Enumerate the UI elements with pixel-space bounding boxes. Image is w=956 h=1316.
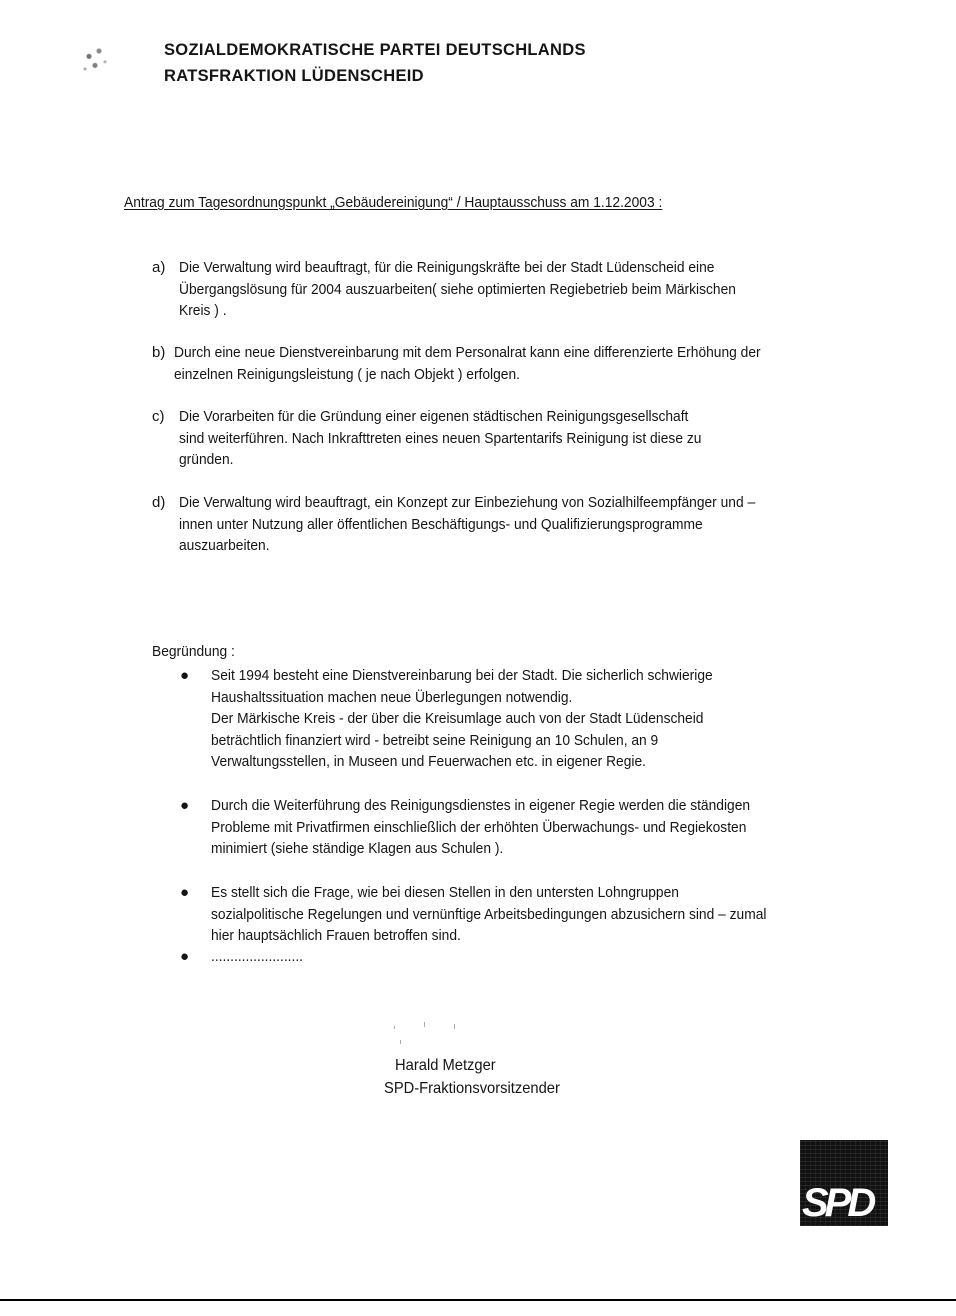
text-line: Es stellt sich die Frage, wie bei diesen Stellen in den untersten Lohngruppen [211, 884, 679, 901]
text-line: Die Verwaltung wird beauftragt, für die Reinigungskräfte bei der Stadt Lüdenscheid eine [179, 259, 715, 276]
subject-line: Antrag zum Tagesordnungspunkt „Gebäudereinigung“ / Hauptausschuss am 1.12.2003 : [124, 194, 663, 211]
signatory-name: Harald Metzger [395, 1057, 496, 1074]
text-line: Die Vorarbeiten für die Gründung einer eigenen städtischen Reinigungsgesellschaft [179, 408, 689, 425]
text-line: Durch die Weiterführung des Reinigungsdienstes in eigener Regie werden die ständigen [211, 797, 751, 814]
letterhead [164, 37, 586, 89]
item-label: d) [152, 494, 166, 511]
justification-bullet [180, 882, 880, 947]
scan-noise-mark [77, 42, 117, 78]
text-line: Kreis ) . [179, 302, 227, 319]
spd-logo-icon [796, 1140, 892, 1236]
item-text [174, 342, 836, 385]
item-label: c) [152, 408, 165, 425]
scan-bottom-edge [0, 1299, 956, 1301]
signature-block [384, 1054, 560, 1100]
bullet-text [211, 665, 837, 773]
text-line: einzelnen Reinigungsleistung ( je nach Objekt ) erfolgen. [174, 365, 520, 383]
bullet-dot-icon: ● [180, 948, 190, 965]
text-line: Haushaltssituation machen neue Überlegungen notwendig. [211, 688, 573, 706]
text-line: gründen. [179, 451, 234, 468]
letterhead-party: SOZIALDEMOKRATISCHE PARTEI DEUTSCHLANDS [164, 41, 586, 59]
text-line: Durch eine neue Dienstvereinbarung mit dem Personalrat kann eine differenzierte Erhöhung der [174, 344, 761, 361]
bullet-dot-icon: ● [180, 667, 190, 684]
text-line: hier hauptsächlich Frauen betroffen sind. [211, 927, 461, 944]
bullet-text [211, 795, 837, 860]
text-line: Verwaltungsstellen, in Museen und Feuerwachen etc. in eigener Regie. [211, 753, 646, 770]
text-line: Der Märkische Kreis - der über die Kreisumlage auch von der Stadt Lüdenscheid [211, 710, 704, 727]
text-line: Übergangslösung für 2004 auszuarbeiten( siehe optimierten Regiebetrieb beim Märkischen [179, 280, 736, 298]
text-line: minimiert (siehe ständige Klagen aus Schulen ). [211, 840, 504, 857]
text-line: Seit 1994 besteht eine Dienstvereinbarung bei der Stadt. Die sicherlich schwierige [211, 667, 713, 684]
bullet-text [211, 882, 837, 947]
bullet-text [211, 946, 837, 968]
item-label: b) [152, 344, 166, 361]
signature-stroke-marks [390, 1022, 460, 1052]
motion-item-d [152, 492, 852, 557]
logo-lettering: SPD [802, 1181, 873, 1225]
justification-bullet [180, 795, 880, 860]
bullet-dot-icon: ● [180, 884, 190, 901]
text-line: auszuarbeiten. [179, 537, 270, 554]
justification-bullet [180, 665, 880, 773]
justification-bullet [180, 946, 880, 968]
motion-item-b [152, 342, 852, 385]
item-text [179, 257, 841, 322]
bullet-dot-icon: ● [180, 797, 190, 814]
motion-item-c [152, 406, 852, 471]
justification-heading: Begründung : [152, 643, 235, 660]
text-line: sozialpolitische Regelungen und vernünftige Arbeitsbedingungen abzusichern sind – zumal [211, 905, 767, 923]
text-line: innen unter Nutzung aller öffentlichen Beschäftigungs- und Qualifizierungsprogramme [179, 515, 703, 533]
item-label: a) [152, 259, 166, 276]
text-line: Probleme mit Privatfirmen einschließlich der erhöhten Überwachungs- und Regiekosten [211, 818, 747, 836]
text-line: beträchtlich finanziert wird - betreibt seine Reinigung an 10 Schulen, an 9 [211, 731, 659, 749]
motion-item-a [152, 257, 852, 322]
item-text [179, 406, 841, 471]
text-line: sind weiterführen. Nach Inkrafttreten eines neuen Spartentarifs Reinigung ist diese zu [179, 429, 702, 447]
text-line: ........................ [211, 948, 304, 965]
signatory-role: SPD-Fraktionsvorsitzender [384, 1080, 560, 1097]
letterhead-fraction: RATSFRAKTION LÜDENSCHEID [164, 67, 424, 85]
item-text [179, 492, 841, 557]
text-line: Die Verwaltung wird beauftragt, ein Konzept zur Einbeziehung von Sozialhilfeempfänger und – [179, 494, 756, 511]
